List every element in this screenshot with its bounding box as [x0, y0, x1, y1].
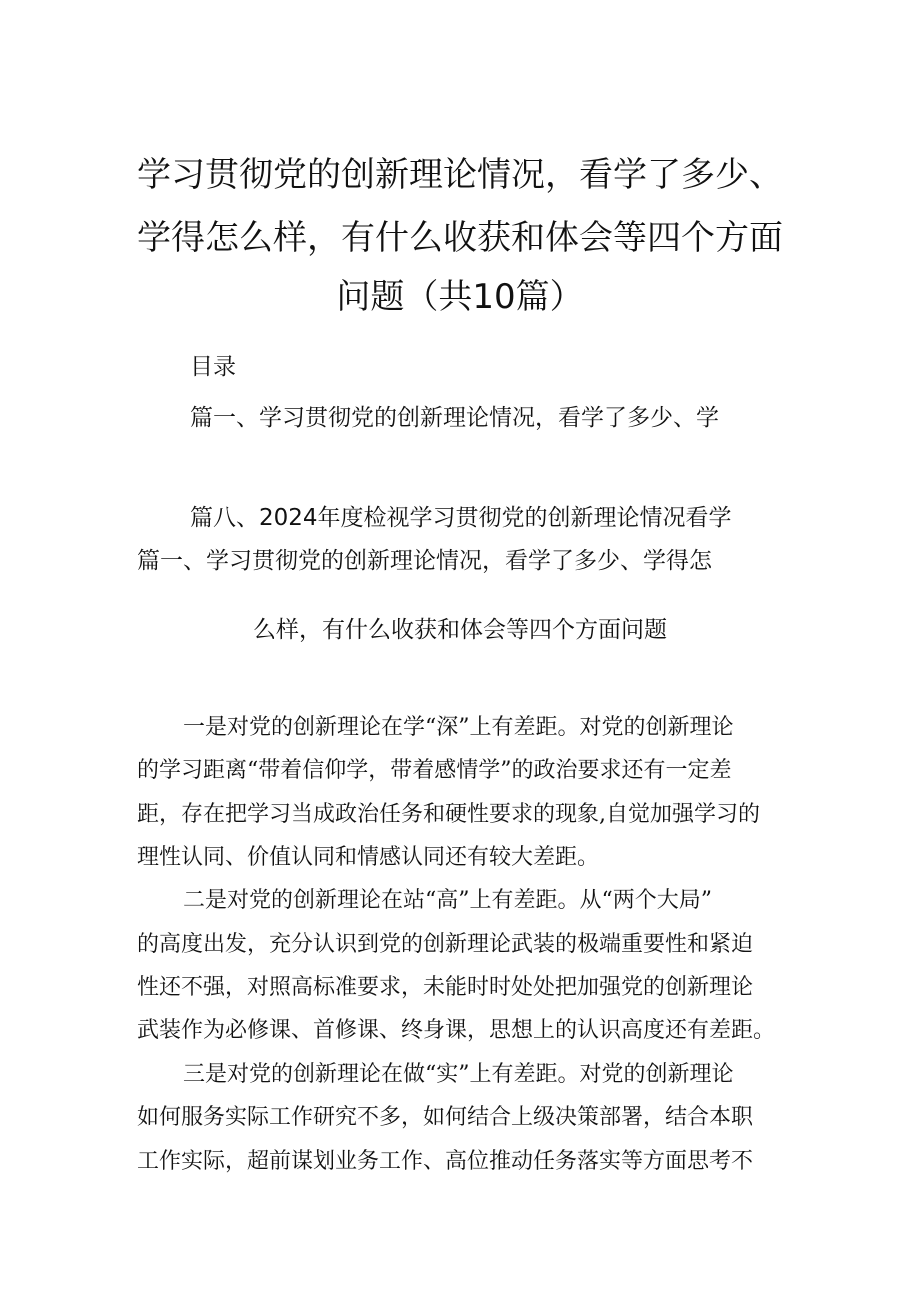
body-line-1: 一是对党的创新理论在学“深”上有差距。对党的创新理论: [183, 715, 734, 740]
body-line-8: 武装作为必修课、首修课、终身课，思想上的认识高度还有差距。: [137, 1018, 776, 1043]
body-line-10: 如何服务实际工作研究不多，如何结合上级决策部署，结合本职: [137, 1105, 754, 1130]
body-line-3: 距，存在把学习当成政治任务和硬性要求的现象,自觉加强学习的: [137, 802, 760, 827]
body-line-5: 二是对党的创新理论在站“高”上有差距。从“两个大局”: [183, 888, 712, 913]
document-title-line-2: 学得怎么样，有什么收获和体会等四个方面: [137, 218, 783, 258]
toc-heading: 目录: [190, 354, 236, 380]
toc-item-8[interactable]: 篇八、2024年度检视学习贯彻党的创新理论情况看学: [190, 505, 732, 531]
document-title-line-3: 问题（共10篇）: [336, 277, 584, 317]
section-heading-line-1: 篇一、学习贯彻党的创新理论情况，看学了多少、学得怎: [137, 548, 712, 574]
section-heading-line-2: 么样，有什么收获和体会等四个方面问题: [253, 617, 667, 643]
body-line-7: 性还不强，对照高标准要求，未能时时处处把加强党的创新理论: [137, 975, 754, 1000]
body-line-2: 的学习距离“带着信仰学，带着感情学”的政治要求还有一定差: [137, 758, 732, 783]
body-line-6: 的高度出发，充分认识到党的创新理论武装的极端重要性和紧迫: [137, 932, 754, 957]
toc-item-1[interactable]: 篇一、学习贯彻党的创新理论情况，看学了多少、学: [190, 405, 719, 431]
document-title-line-1: 学习贯彻党的创新理论情况，看学了多少、: [137, 155, 783, 195]
body-line-9: 三是对党的创新理论在做“实”上有差距。对党的创新理论: [183, 1062, 734, 1087]
body-line-11: 工作实际，超前谋划业务工作、高位推动任务落实等方面思考不: [137, 1149, 754, 1174]
body-line-4: 理性认同、价值认同和情感认同还有较大差距。: [137, 845, 600, 870]
